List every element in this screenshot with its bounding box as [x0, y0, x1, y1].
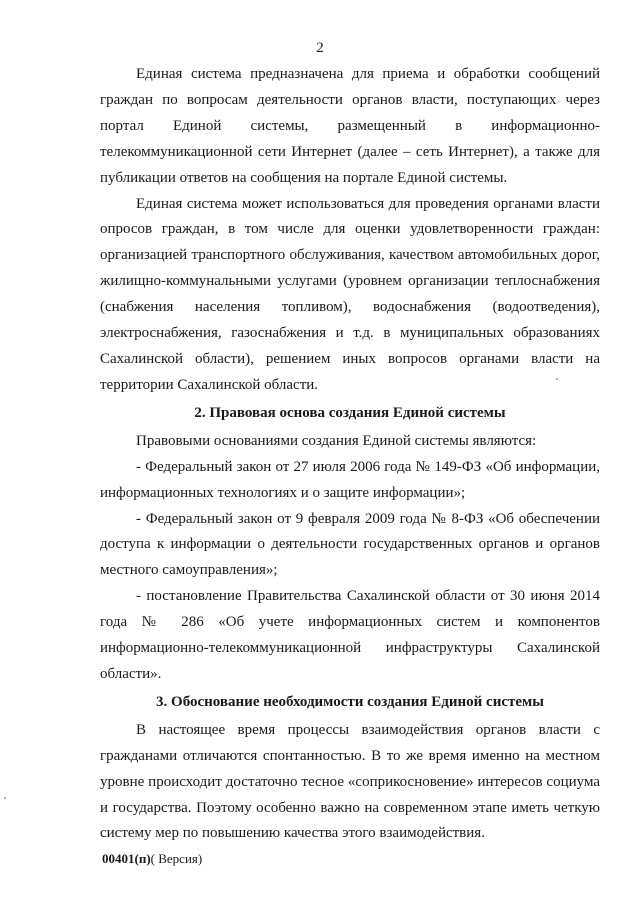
- section-2-paragraph-4: - постановление Правительства Сахалинской области от 30 июня 2014 года № 286 «Об учете информационных систем и компонентов информационно-телекоммуникационной инфраструктуры Сахалинской области».: [100, 588, 600, 682]
- section-2-heading: 2. Правовая основа создания Единой системы: [194, 404, 506, 421]
- section-3-heading: 3. Обоснование необходимости создания Единой системы: [156, 693, 544, 710]
- section-2-paragraph-1: Правовыми основаниями создания Единой системы являются:: [136, 432, 537, 449]
- scan-speck: [556, 378, 558, 380]
- intro-paragraph-2: Единая система может использоваться для проведения органами власти опросов граждан, в том числе для оценки удовлетворенности граждан: организацией транспортного обслуживания, качеством автомобильных дорог, жилищно-коммунальными услугами (уровнем организации теплоснабжения (снабжения населения топливом), водоснабжения (водоотведения), электроснабжения, газоснабжения и т.д. в муниципальных образованиях Сахалинской области), решением иных вопросов органами власти на территории Сахалинской области.: [100, 195, 600, 393]
- section-2-paragraph-3: - Федеральный закон от 9 февраля 2009 года № 8-ФЗ «Об обеспечении доступа к информации о деятельности государственных органов и органов местного самоуправления»;: [100, 510, 600, 579]
- scan-speck: [4, 797, 6, 799]
- footer-label: ( Версия): [150, 851, 203, 866]
- footer-code: 00401(п): [102, 851, 151, 866]
- page-number: 2: [316, 40, 324, 56]
- section-2-paragraph-2: - Федеральный закон от 27 июля 2006 года № 149-ФЗ «Об информации, информационных технологиях и о защите информации»;: [100, 458, 600, 501]
- document-body: [100, 62, 600, 847]
- document-footer: [102, 850, 202, 868]
- intro-paragraph-1: Единая система предназначена для приема и обработки сообщений граждан по вопросам деятельности органов власти, поступающих через портал Единой системы, размещенный в информационно-телекоммуникационной сети Интернет (далее – сеть Интернет), а также для публикации ответов на сообщения на портале Единой системы.: [100, 66, 600, 186]
- section-3-paragraph-1: В настоящее время процессы взаимодействия органов власти с гражданами отличаются спонтанностью. В то же время именно на местном уровне происходит достаточно тесное «соприкосновение» интересов социума и государства. Поэтому особенно важно на современном этапе иметь четкую систему мер по повышению качества этого взаимодействия.: [100, 721, 600, 842]
